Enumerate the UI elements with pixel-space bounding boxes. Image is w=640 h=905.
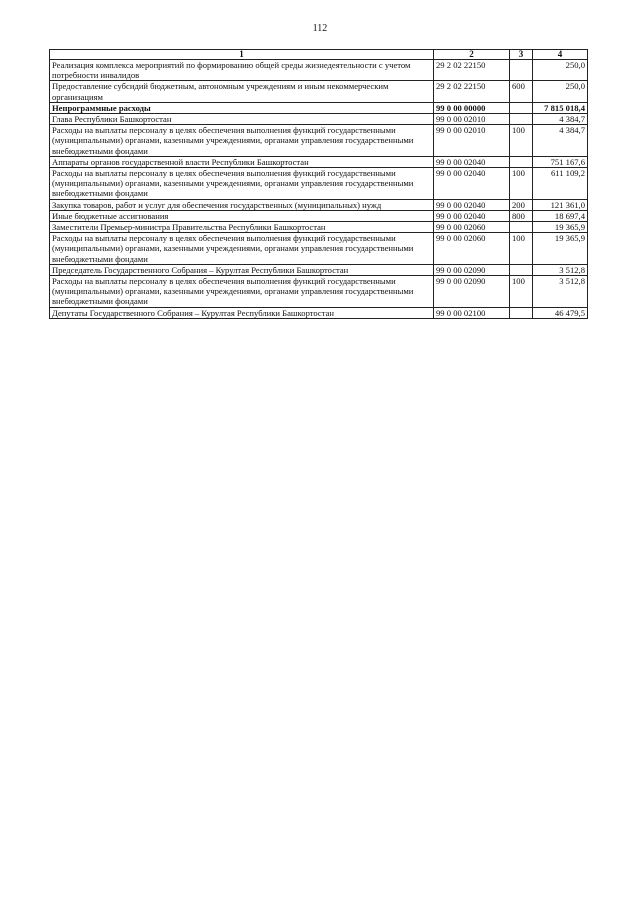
row-code: 99 0 00 02100 <box>434 307 510 318</box>
row-sum: 3 512,8 <box>533 264 588 275</box>
row-name: Заместители Премьер-министра Правительства Республики Башкортостан <box>50 222 434 233</box>
row-name: Расходы на выплаты персоналу в целях обеспечения выполнения функций государственными (муниципальными) органами, казенными учреждениями, органами управления государственными внебюджетными фондами <box>50 276 434 308</box>
row-code: 99 0 00 02010 <box>434 125 510 157</box>
row-expense-type <box>510 60 533 81</box>
row-name: Председатель Государственного Собрания – Курултая Республики Башкортостан <box>50 264 434 275</box>
row-name: Депутаты Государственного Собрания – Курултая Республики Башкортостан <box>50 307 434 318</box>
row-name: Расходы на выплаты персоналу в целях обеспечения выполнения функций государственными (муниципальными) органами, казенными учреждениями, органами управления государственными внебюджетными фондами <box>50 168 434 200</box>
row-sum: 4 384,7 <box>533 125 588 157</box>
table-row <box>50 276 588 308</box>
row-sum: 18 697,4 <box>533 210 588 221</box>
row-expense-type <box>510 307 533 318</box>
row-sum: 19 365,9 <box>533 233 588 265</box>
row-expense-type: 800 <box>510 210 533 221</box>
table-body <box>50 60 588 319</box>
row-code: 29 2 02 22150 <box>434 81 510 102</box>
table-row <box>50 222 588 233</box>
row-code: 99 0 00 02060 <box>434 233 510 265</box>
row-code: 99 0 00 02010 <box>434 114 510 125</box>
row-sum: 46 479,5 <box>533 307 588 318</box>
row-sum: 7 815 018,4 <box>533 102 588 113</box>
row-name: Иные бюджетные ассигнования <box>50 210 434 221</box>
row-name: Закупка товаров, работ и услуг для обеспечения государственных (муниципальных) нужд <box>50 199 434 210</box>
row-name: Непрограммные расходы <box>50 102 434 113</box>
row-code: 99 0 00 02040 <box>434 168 510 200</box>
table-row <box>50 125 588 157</box>
row-expense-type <box>510 102 533 113</box>
row-code: 99 0 00 02040 <box>434 210 510 221</box>
row-name: Расходы на выплаты персоналу в целях обеспечения выполнения функций государственными (муниципальными) органами, казенными учреждениями, органами управления государственными внебюджетными фондами <box>50 233 434 265</box>
header-col-type: 3 <box>510 50 533 60</box>
table-row <box>50 81 588 102</box>
row-expense-type: 100 <box>510 168 533 200</box>
row-expense-type: 100 <box>510 125 533 157</box>
row-sum: 751 167,6 <box>533 156 588 167</box>
row-sum: 19 365,9 <box>533 222 588 233</box>
row-expense-type: 200 <box>510 199 533 210</box>
table-row <box>50 210 588 221</box>
table-row <box>50 102 588 113</box>
row-code: 99 0 00 00000 <box>434 102 510 113</box>
row-code: 99 0 00 02090 <box>434 264 510 275</box>
row-code: 99 0 00 02090 <box>434 276 510 308</box>
row-name: Расходы на выплаты персоналу в целях обеспечения выполнения функций государственными (муниципальными) органами, казенными учреждениями, органами управления государственными внебюджетными фондами <box>50 125 434 157</box>
row-expense-type <box>510 114 533 125</box>
row-name: Реализация комплекса мероприятий по формированию общей среды жизнедеятельности с учетом потребности инвалидов <box>50 60 434 81</box>
budget-table <box>49 49 588 319</box>
row-name: Предоставление субсидий бюджетным, автономным учреждениям и иным некоммерческим организациям <box>50 81 434 102</box>
table-row <box>50 60 588 81</box>
table-row <box>50 233 588 265</box>
row-sum: 4 384,7 <box>533 114 588 125</box>
table-row <box>50 168 588 200</box>
row-sum: 611 109,2 <box>533 168 588 200</box>
table-row <box>50 156 588 167</box>
table-row <box>50 199 588 210</box>
header-col-sum: 4 <box>533 50 588 60</box>
row-expense-type: 600 <box>510 81 533 102</box>
header-col-name: 1 <box>50 50 434 60</box>
row-expense-type <box>510 156 533 167</box>
row-code: 29 2 02 22150 <box>434 60 510 81</box>
row-expense-type: 100 <box>510 276 533 308</box>
row-sum: 3 512,8 <box>533 276 588 308</box>
row-sum: 121 361,0 <box>533 199 588 210</box>
row-expense-type <box>510 222 533 233</box>
row-code: 99 0 00 02060 <box>434 222 510 233</box>
row-name: Аппараты органов государственной власти Республики Башкортостан <box>50 156 434 167</box>
table-row <box>50 307 588 318</box>
row-expense-type <box>510 264 533 275</box>
row-code: 99 0 00 02040 <box>434 199 510 210</box>
table-row <box>50 264 588 275</box>
row-sum: 250,0 <box>533 60 588 81</box>
page-number: 112 <box>312 23 328 34</box>
row-code: 99 0 00 02040 <box>434 156 510 167</box>
table-header-row <box>50 50 588 60</box>
row-sum: 250,0 <box>533 81 588 102</box>
row-expense-type: 100 <box>510 233 533 265</box>
header-col-code: 2 <box>434 50 510 60</box>
table-row <box>50 114 588 125</box>
row-name: Глава Республики Башкортостан <box>50 114 434 125</box>
